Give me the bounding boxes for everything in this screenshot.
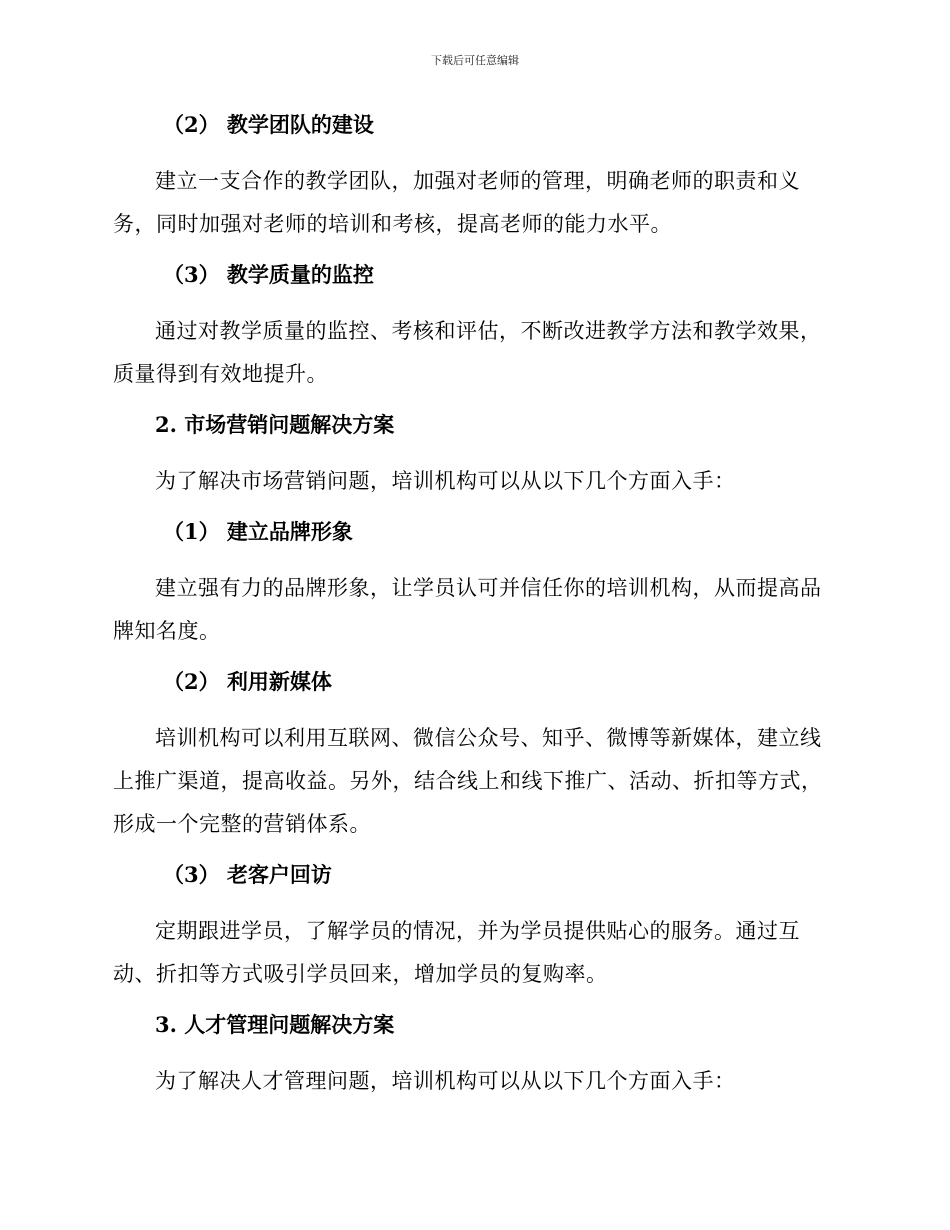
paragraph-new-media: 培训机构可以利用互联网、微信公众号、知乎、微博等新媒体，建立线上推广渠道，提高收益。另外，结合线上和线下推广、活动、折扣等方式，形成一个完整的营销体系。: [113, 726, 823, 836]
section-heading-marketing: 2. 市场营销问题解决方案: [155, 412, 395, 437]
subsection-heading-teaching-team: （2） 教学团队的建设: [163, 112, 374, 137]
paragraph-marketing-intro: 为了解决市场营销问题，培训机构可以从以下几个方面入手：: [155, 469, 736, 493]
paragraph-talent-management-intro: 为了解决人才管理问题，培训机构可以从以下几个方面入手：: [155, 1069, 736, 1093]
paragraph-brand-image: 建立强有力的品牌形象，让学员认可并信任你的培训机构，从而提高品牌知名度。: [113, 576, 822, 643]
page-header: 下载后可任意编辑: [431, 54, 519, 67]
paragraph-customer-revisit: 定期跟进学员，了解学员的情况，并为学员提供贴心的服务。通过互动、折扣等方式吸引学员回来，增加学员的复购率。: [113, 919, 800, 986]
paragraph-teaching-team: 建立一支合作的教学团队，加强对老师的管理，明确老师的职责和义务，同时加强对老师的培训和考核，提高老师的能力水平。: [113, 169, 800, 236]
subsection-heading-customer-revisit: （3） 老客户回访: [163, 862, 332, 887]
document-body: [113, 108, 833, 1115]
subsection-heading-brand-image: （1） 建立品牌形象: [163, 519, 353, 544]
paragraph-quality-monitoring: 通过对教学质量的监控、考核和评估，不断改进教学方法和教学效果，质量得到有效地提升。: [113, 319, 822, 386]
subsection-heading-quality-monitoring: （3） 教学质量的监控: [163, 262, 374, 287]
section-heading-talent-management: 3. 人才管理问题解决方案: [155, 1012, 395, 1037]
subsection-heading-new-media: （2） 利用新媒体: [163, 669, 332, 694]
